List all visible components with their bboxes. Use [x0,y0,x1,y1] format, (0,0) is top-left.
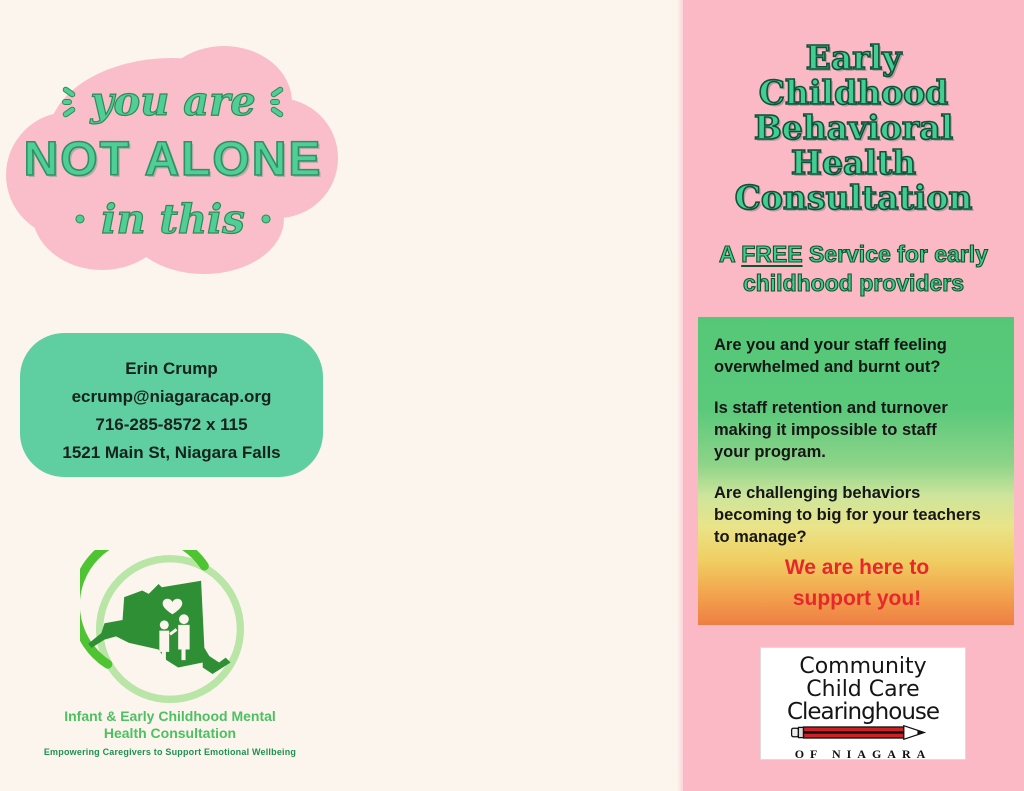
subtitle [683,240,1024,298]
right-page [683,0,1024,791]
question3-line: Are challenging behaviors [714,484,921,502]
subtitle-free-word: FREE [741,241,803,267]
cloud-bottom-line [6,196,340,243]
title-line: Consultation [734,178,973,217]
subtitle-line2: childhood providers [742,270,965,296]
sparkle-icon [62,89,76,115]
question3-line: to manage? [714,528,807,546]
iecmhc-name-line1: Infant & Early Childhood Mental [64,708,276,724]
sparkle-dash [269,105,284,118]
contact-phone: 716-285-8572 x 115 [95,415,248,434]
page-title [683,40,1024,215]
spacer [714,378,1000,397]
not-alone-text: NOT ALONE [23,133,323,186]
sparkle-icon [270,89,284,115]
cloud-top-line [6,78,340,125]
sparkle-dash [62,99,72,105]
left-dot: • [74,202,86,236]
title-line: Childhood [758,73,949,112]
subtitle-rest: Service for early [802,241,988,267]
ccc-logo [760,647,966,760]
cta-text [714,552,1000,614]
title-line: Early [805,38,902,77]
subtitle-line1 [683,240,1024,269]
contact-address: 1521 Main St, Niagara Falls [62,443,281,462]
contact-card [20,333,323,477]
title-line: Behavioral [753,108,954,147]
sparkle-dash [62,105,77,118]
sparkle-dash [270,99,280,105]
spacer [714,463,1000,482]
cloud-graphic [6,46,340,278]
question-box [698,317,1014,625]
new-york-state-logo-icon [80,550,260,708]
in-this-text: in this [101,196,245,243]
ccc-footer: OF NIAGARA [794,747,932,761]
iecmhc-logo [30,550,310,757]
ccc-line2: Child Care [806,677,920,702]
subtitle-prefix: A [719,241,742,267]
cta-line: support you! [792,587,922,610]
contact-name: Erin Crump [125,359,218,378]
you-are-text: you are [90,78,256,125]
question2-line: Is staff retention and turnover [714,399,948,417]
question1-line: overwhelmed and burnt out? [714,358,941,376]
iecmhc-name-line2: Health Consultation [103,725,237,741]
ccc-line1: Community [799,654,927,679]
sparkle-dash [269,85,284,98]
contact-email: ecrump@niagaracap.org [71,387,272,406]
pencil-icon [783,724,943,741]
question3-line: becoming to big for your teachers [714,506,981,524]
cta-line: We are here to [784,556,930,579]
question2-line: your program. [714,443,826,461]
title-line: Health [790,143,917,182]
question2-line: making it impossible to staff [714,421,937,439]
right-dot: • [260,202,272,236]
question1-line: Are you and your staff feeling [714,336,947,354]
ccc-line3: Clearinghouse [786,699,940,725]
iecmhc-tagline: Empowering Caregivers to Support Emotional Wellbeing [43,747,297,757]
sparkle-dash [62,85,77,98]
